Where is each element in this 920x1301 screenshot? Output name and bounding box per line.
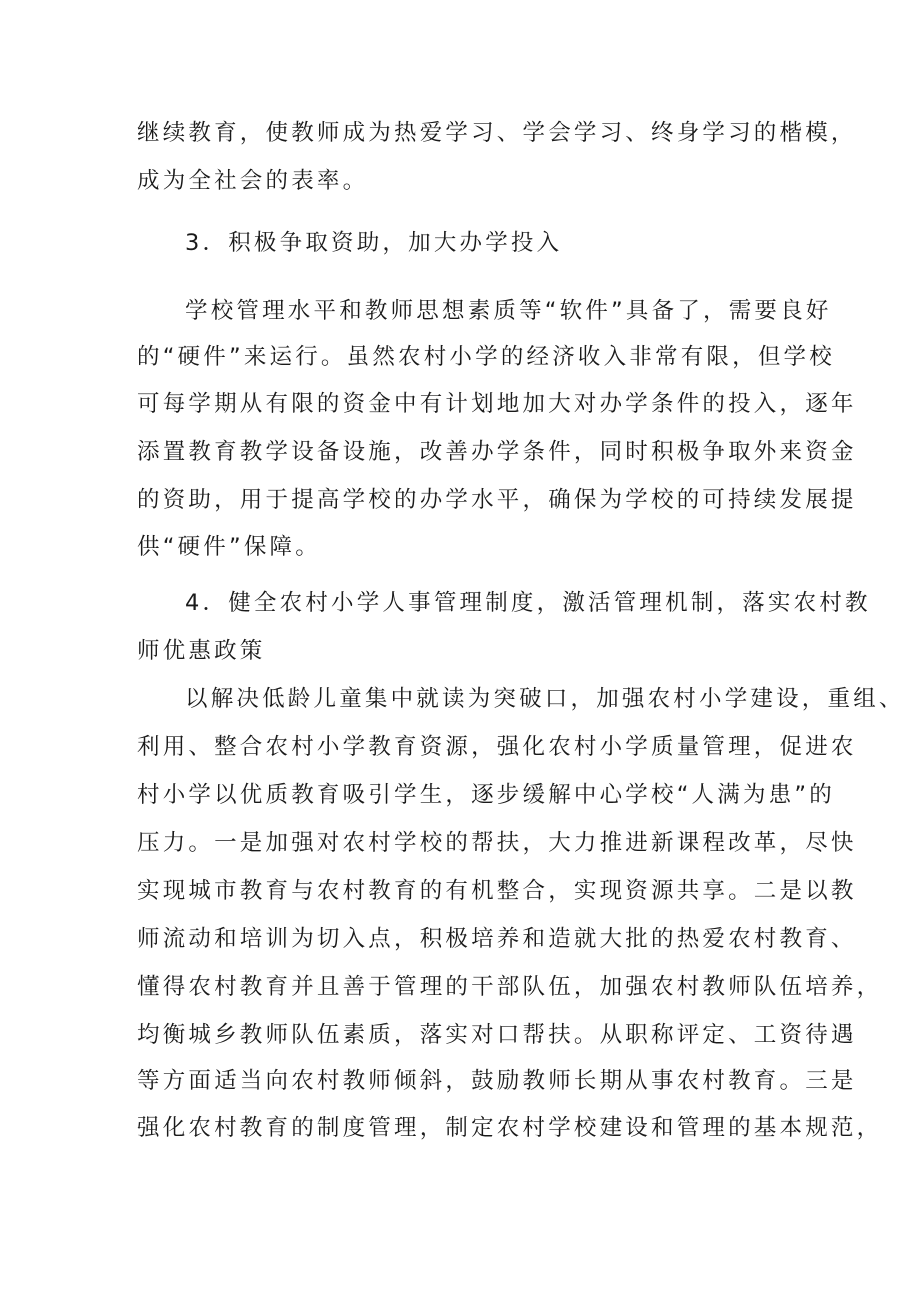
paragraph-line: 压力。一是加强对农村学校的帮扶，大力推进新课程改革，尽快 xyxy=(137,830,857,856)
paragraph-line: 村小学以优质教育吸引学生，逐步缓解中心学校“人满为患”的 xyxy=(137,782,835,808)
paragraph-line: 均衡城乡教师队伍素质，落实对口帮扶。从职称评定、工资待遇 xyxy=(137,1022,857,1048)
paragraph-line: 供“硬件”保障。 xyxy=(137,534,321,560)
paragraph-line: 继续教育，使教师成为热爱学习、学会学习、终身学习的楷模， xyxy=(137,120,857,146)
section-heading: 师优惠政策 xyxy=(137,638,266,664)
paragraph-line: 利用、整合农村小学教育资源，强化农村小学质量管理，促进农 xyxy=(137,734,857,760)
paragraph-line: 可每学期从有限的资金中有计划地加大对办学条件的投入，逐年 xyxy=(137,391,857,417)
paragraph-line: 的资助，用于提高学校的办学水平，确保为学校的可持续发展提 xyxy=(137,487,857,513)
paragraph-line: 师流动和培训为切入点，积极培养和造就大批的热爱农村教育、 xyxy=(137,926,857,952)
paragraph-line: 等方面适当向农村教师倾斜，鼓励教师长期从事农村教育。三是 xyxy=(137,1068,857,1094)
paragraph-line: 成为全社会的表率。 xyxy=(137,168,369,194)
section-heading: 4．健全农村小学人事管理制度，激活管理机制，落实农村教 xyxy=(185,590,871,616)
paragraph-line: 强化农村教育的制度管理，制定农村学校建设和管理的基本规范， xyxy=(137,1115,883,1141)
paragraph-line: 以解决低龄儿童集中就读为突破口，加强农村小学建设，重组、 xyxy=(185,686,905,712)
paragraph-line: 学校管理水平和教师思想素质等“软件”具备了，需要良好 xyxy=(185,298,832,324)
paragraph-line: 实现城市教育与农村教育的有机整合，实现资源共享。二是以教 xyxy=(137,878,857,904)
paragraph-line: 添置教育教学设备设施，改善办学条件，同时积极争取外来资金 xyxy=(137,439,857,465)
paragraph-line: 懂得农村教育并且善于管理的干部队伍，加强农村教师队伍培养， xyxy=(137,974,883,1000)
paragraph-line: 的“硬件”来运行。虽然农村小学的经济收入非常有限，但学校 xyxy=(137,344,835,370)
section-heading: 3．积极争取资助，加大办学投入 xyxy=(185,230,563,256)
